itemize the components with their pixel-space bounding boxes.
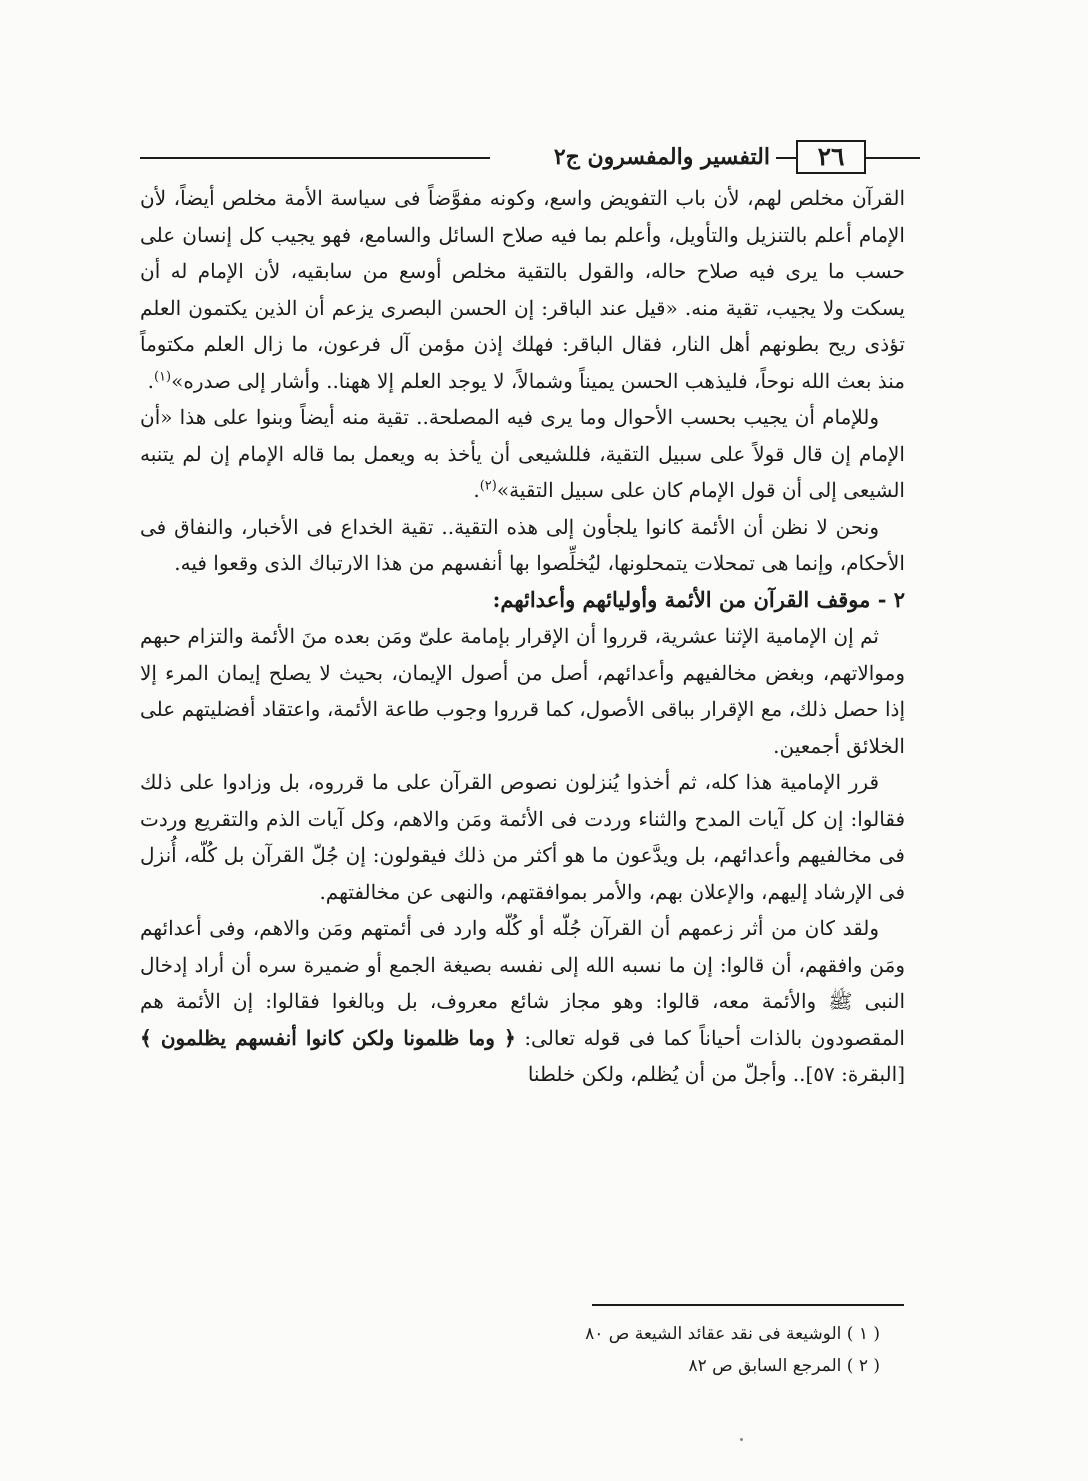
footnote-mark: (١)	[153, 368, 172, 384]
footnotes	[400, 1318, 880, 1382]
header-rule	[866, 157, 920, 159]
main-text	[140, 180, 905, 1093]
paragraph: ثم إن الإمامية الإثنا عشرية، قرروا أن الإقرار بإمامة علىّ ومَن بعده منَ الأئمة والتزام حبهم وموالاتهم، وبغض مخالفيهم وأعدائهم، أصل من أصول الإيمان، بحيث لا يصلح إيمان المرء إلا إذا حصل ذلك، مع الإقرار بباقى الأصول، كما قرروا وجوب طاعة الأئمة، واعتقاد أفضليتهم على الخلائق أجمعين.	[140, 624, 905, 758]
scan-speck	[740, 1438, 743, 1441]
footnote: ( ٢ ) المرجع السابق ص ٨٢	[688, 1356, 880, 1376]
paragraph: ونحن لا نظن أن الأئمة كانوا يلجأون إلى هذه التقية.. تقية الخداع فى الأخبار، والنفاق فى الأحكام، وإنما هى تمحلات يتمحلونها، ليُخلِّصوا بها أنفسهم من هذا الارتباك الذى وقعوا فيه.	[140, 514, 905, 575]
section-heading: ٢ - موقف القرآن من الأئمة وأوليائهم وأعدائهم:	[492, 586, 905, 612]
paragraph: ولقد كان من أثر زعمهم أن القرآن جُلّه أو كُلّه وارد فى أئمتهم ومَن والاهم، وفى أعدائهم ومَن وافقهم، أن قالوا: إن ما نسبه الله إلى نفسه بصيغة الجمع أو ضميرة سره أن أراد إدخال النبى ﷺ والأئمة معه، قالوا: وهو مجاز شائع معروف، بل وبالغوا فقالوا: إن الأئمة هم المقصودون بالذات أحياناً كما فى قوله تعالى: ﴿ وما ظلمونا ولكن كانوا أنفسهم يظلمون ﴾ [البقرة: ٥٧].. وأجلّ من أن يُظلم، ولكن خلطنا	[140, 916, 905, 1086]
quran-verse: ﴿ وما ظلمونا ولكن كانوا أنفسهم يظلمون ﴾	[140, 1025, 516, 1050]
running-title: التفسير والمفسرون ج٢	[553, 144, 770, 170]
page-number: ٢٦	[796, 140, 866, 174]
footnote-separator	[592, 1304, 904, 1306]
header-rule	[776, 157, 796, 159]
page-header	[140, 140, 920, 176]
paragraph: قرر الإمامية هذا كله، ثم أخذوا يُنزلون نصوص القرآن على ما قرروه، بل وزادوا على ذلك فقالوا: إن كل آيات المدح والثناء وردت فى الأئمة ومَن والاهم، وكل آيات الذم والتقريع وردت فى مخالفيهم وأعدائهم، بل ويدَّعون ما هو أكثر من ذلك فيقولون: إن جُلّ القرآن بل كُلّه، أُنزل فى الإرشاد إليهم، والإعلان بهم، والأمر بموافقتهم، والنهى عن مخالفتهم.	[140, 770, 905, 904]
paragraph: وللإمام أن يجيب بحسب الأحوال وما يرى فيه المصلحة.. تقية منه أيضاً وبنوا على هذا «أن الإمام إن قال قولاً على سبيل التقية، فللشيعى أن يأخذ به ويعمل بما قاله الإمام إن لم يتنبه الشيعى إلى أن قول الإمام كان على سبيل التقية»$^{(٢)}$.	[140, 405, 905, 502]
verse-reference: [البقرة: ٥٧].. وأجلّ من أن يُظلم، ولكن خلطنا	[527, 1062, 905, 1086]
header-rule	[140, 157, 490, 159]
paragraph: القرآن مخلص لهم، لأن باب التفويض واسع، وكونه مفوَّضاً فى سياسة الأمة مخلص أيضاً، لأن الإمام أعلم بالتنزيل والتأويل، وأعلم بما فيه صلاح السائل والسامع، فهو يجيب كل إنسان على حسب ما يرى فيه صلاح حاله، والقول بالتقية مخلص أوسع من سابقيه، لأن الإمام له أن يسكت ولا يجيب، تقية منه. «قيل عند الباقر: إن الحسن البصرى يزعم أن الذين يكتمون العلم تؤذى ريح بطونهم أهل النار، فقال الباقر: فهلك إذن مؤمن آل فرعون، ما زال العلم مكتوماً منذ بعث الله نوحاً، فليذهب الحسن يميناً وشمالاً، لا يوجد العلم إلا ههنا.. وأشار إلى صدره»$^{(١)}$.	[140, 186, 905, 393]
footnote-mark: (٢)	[479, 478, 497, 494]
footnote: ( ١ ) الوشيعة فى نقد عقائد الشيعة ص ٨٠	[585, 1324, 880, 1344]
